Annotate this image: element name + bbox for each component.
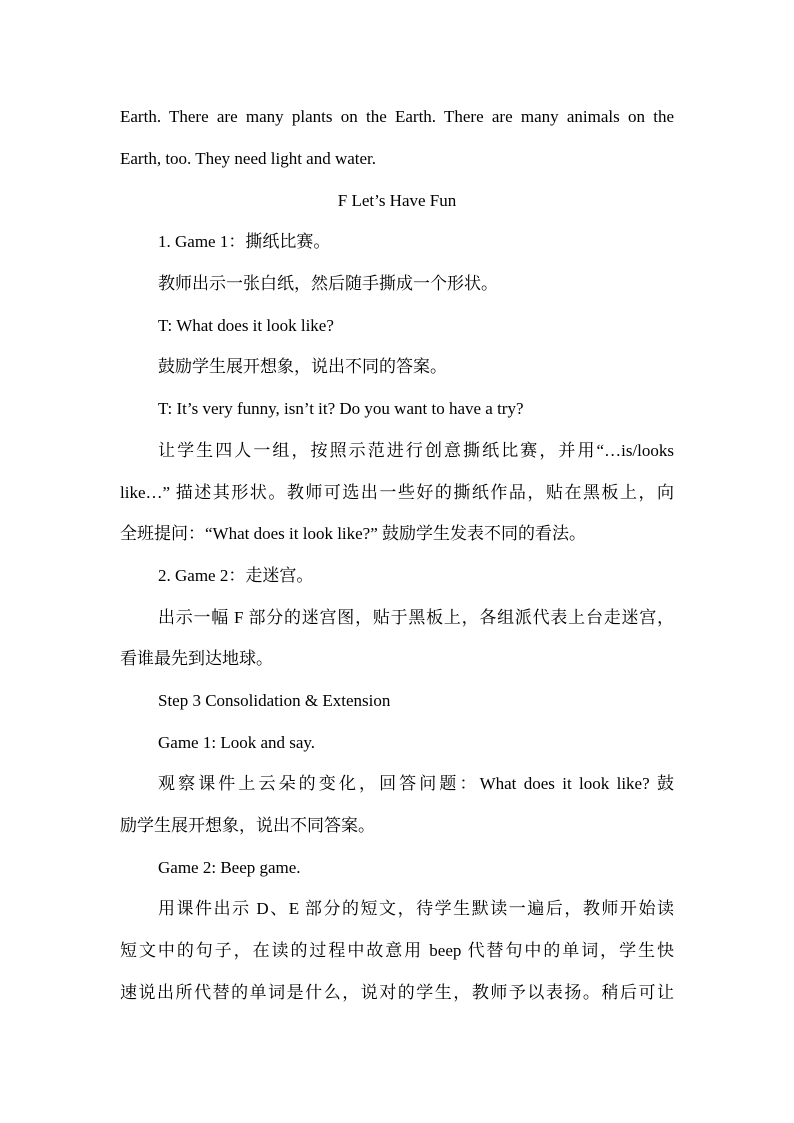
paragraph-line: Earth, too. They need light and water.	[120, 149, 377, 168]
paragraph-line: Earth. There are many plants on the Earth. There are many animals on the	[120, 107, 674, 126]
paragraph-line: 看谁最先到达地球。	[120, 649, 273, 668]
game-heading: Game 1: Look and say.	[158, 733, 316, 752]
paragraph-line: 出示一幅 F 部分的迷宫图，贴于黑板上，各组派代表上台走迷宫，	[158, 608, 674, 627]
step-heading: Step 3 Consolidation & Extension	[158, 691, 391, 710]
game-heading: Game 2: Beep game.	[158, 858, 301, 877]
paragraph-line: 鼓励学生展开想象，说出不同的答案。	[158, 357, 447, 376]
list-item: 2. Game 2：走迷宫。	[158, 566, 314, 585]
paragraph-line: 速说出所代替的单词是什么，说对的学生，教师予以表扬。稍后可让	[120, 983, 674, 1002]
paragraph-line: 短文中的句子，在读的过程中故意用 beep 代替句中的单词，学生快	[120, 941, 674, 960]
paragraph-line: 观察课件上云朵的变化，回答问题：What does it look like? 鼓	[158, 774, 674, 793]
dialogue-line: T: It’s very funny, isn’t it? Do you want to have a try?	[158, 399, 524, 418]
paragraph-line: 教师出示一张白纸，然后随手撕成一个形状。	[158, 274, 498, 293]
paragraph-line: 用课件出示 D、E 部分的短文，待学生默读一遍后，教师开始读	[158, 899, 674, 918]
paragraph-line: 让学生四人一组，按照示范进行创意撕纸比赛，并用“…is/looks	[158, 441, 674, 460]
paragraph-line: 励学生展开想象，说出不同答案。	[120, 816, 375, 835]
dialogue-line: T: What does it look like?	[158, 316, 334, 335]
paragraph-line: like…” 描述其形状。教师可选出一些好的撕纸作品，贴在黑板上，向	[120, 483, 674, 502]
section-heading: F Let’s Have Fun	[337, 191, 457, 210]
list-item: 1. Game 1：撕纸比赛。	[158, 232, 331, 251]
paragraph-line: 全班提问：“What does it look like?” 鼓励学生发表不同的看法。	[120, 524, 587, 543]
